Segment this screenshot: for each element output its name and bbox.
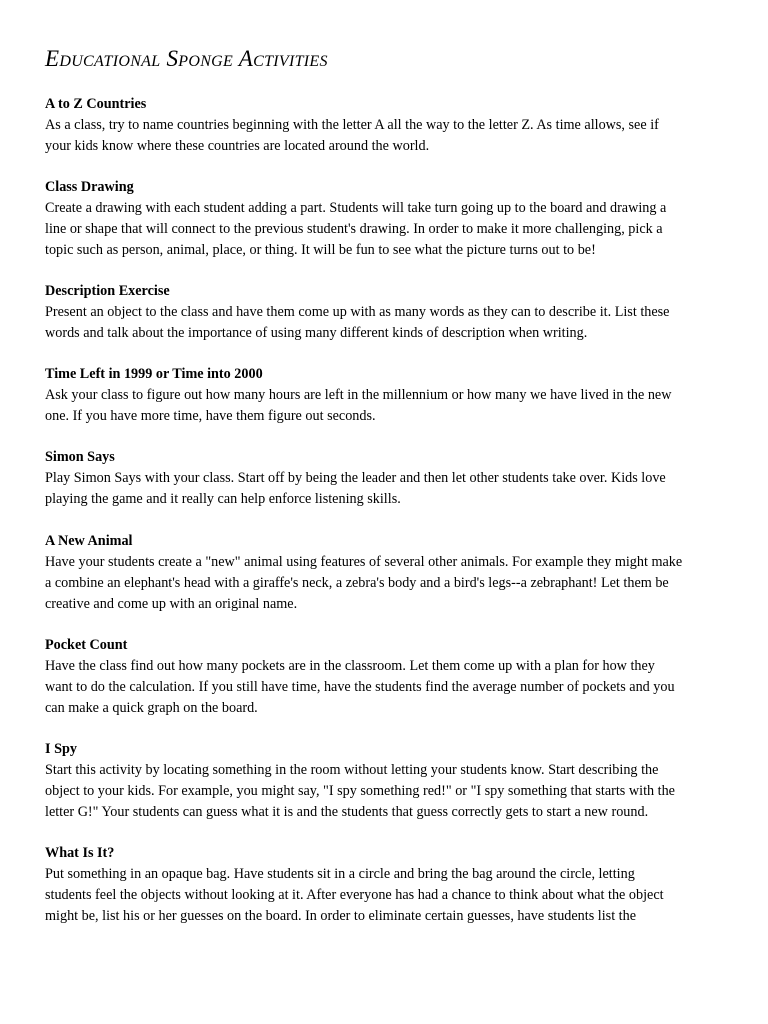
section-heading: Simon Says [45, 449, 115, 465]
section-body [45, 864, 725, 926]
body-line: line or shape that will connect to the previous student's drawing. In order to make it more challenging, pick a [45, 220, 663, 237]
activity-section-simon-says [45, 447, 725, 510]
section-heading: Description Exercise [45, 283, 170, 299]
section-body [45, 760, 725, 822]
body-line: playing the game and it really can help enforce listening skills. [45, 490, 401, 507]
body-line: Put something in an opaque bag. Have students sit in a circle and bring the bag around the circle, letting [45, 866, 635, 882]
body-line: object to your kids. For example, you might say, "I spy something red!" or "I spy something that starts with the [45, 782, 675, 799]
section-heading: Time Left in 1999 or Time into 2000 [45, 366, 263, 382]
activity-section-time-left [45, 364, 725, 427]
section-body [45, 385, 725, 427]
section-body [45, 552, 725, 614]
section-heading: A to Z Countries [45, 96, 147, 112]
body-line: a combine an elephant's head with a giraffe's neck, a zebra's body and a bird's legs--a zebraphant! Let them be [45, 574, 669, 591]
body-line: Present an object to the class and have them come up with as many words as they can to describe it. List these [45, 304, 670, 320]
activity-section-pocket-count [45, 635, 725, 718]
body-line: topic such as person, animal, place, or thing. It will be fun to see what the picture turns out to be! [45, 241, 596, 258]
section-heading: I Spy [45, 741, 77, 757]
body-line: students feel the objects without looking at it. After everyone has had a chance to think about what the object [45, 886, 664, 903]
activity-section-a-to-z-countries [45, 94, 725, 157]
section-heading: What Is It? [45, 845, 115, 861]
section-heading: Pocket Count [45, 637, 128, 653]
body-line: words and talk about the importance of using many different kinds of description when writing. [45, 324, 588, 341]
body-line: Have your students create a "new" animal using features of several other animals. For example they might make [45, 554, 683, 570]
body-line: Create a drawing with each student adding a part. Students will take turn going up to the board and drawing a [45, 200, 667, 216]
activity-section-a-new-animal [45, 531, 725, 614]
activity-section-i-spy [45, 739, 725, 822]
body-line: creative and come up with an original name. [45, 595, 298, 612]
body-line: As a class, try to name countries beginning with the letter A all the way to the letter Z. As time allows, see if [45, 117, 659, 133]
body-line: can make a quick graph on the board. [45, 699, 258, 716]
body-line: Play Simon Says with your class. Start off by being the leader and then let other students take over. Kids love [45, 470, 666, 486]
section-body [45, 198, 725, 260]
section-heading: Class Drawing [45, 179, 134, 195]
section-body [45, 656, 725, 718]
section-body [45, 302, 725, 344]
body-line: letter G!" Your students can guess what it is and the students that guess correctly gets to start a new round. [45, 803, 649, 820]
body-line: Start this activity by locating something in the room without letting your students know. Start describing the [45, 762, 659, 778]
body-line: Ask your class to figure out how many hours are left in the millennium or how many we have lived in the new [45, 387, 672, 403]
body-line: might be, list his or her guesses on the board. In order to eliminate certain guesses, have students list the [45, 907, 637, 924]
body-line: one. If you have more time, have them figure out seconds. [45, 407, 376, 424]
activity-section-description-exercise [45, 281, 725, 344]
section-body [45, 468, 725, 510]
activity-section-what-is-it [45, 843, 725, 926]
body-line: your kids know where these countries are located around the world. [45, 137, 430, 154]
body-line: want to do the calculation. If you still have time, have the students find the average number of pockets and you [45, 678, 675, 695]
section-body [45, 115, 725, 157]
body-line: Have the class find out how many pockets are in the classroom. Let them come up with a plan for how they [45, 658, 655, 674]
document-title: Educational Sponge Activities [45, 46, 328, 71]
section-heading: A New Animal [45, 533, 133, 549]
activity-section-class-drawing [45, 177, 725, 260]
